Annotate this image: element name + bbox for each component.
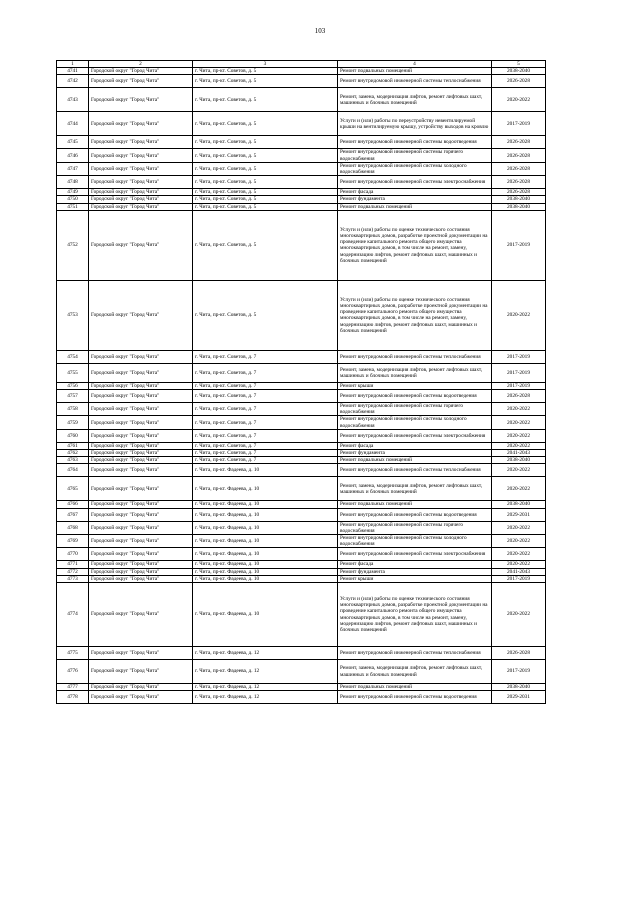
period-cell: 2020-2022: [492, 583, 546, 647]
address-cell: г. Чита, пр-кт. Советов, д. 5: [193, 280, 338, 350]
work-type-cell: Ремонт внутридомовой инженерной системы теплоснабжения: [338, 464, 492, 477]
work-type-cell: Ремонт внутридомовой инженерной системы водоотведения: [338, 390, 492, 403]
address-cell: г. Чита, пр-кт. Советов, д. 7: [193, 442, 338, 449]
period-cell: 2017-2019: [492, 363, 546, 382]
work-type-cell: Ремонт подвальных помещений: [338, 203, 492, 210]
municipality-cell: Городской округ "Город Чита": [89, 176, 193, 189]
work-type-cell: Услуги и (или) работы по оценке технического состояния многоквартирных домов, разработке проектной документации на проведение капитального ремонта общего имущества многоквартирных домов, в том числе на ремонт, замену, модернизацию лифтов, ремонт лифтовых шахт, машинных и блочных помещений: [338, 280, 492, 350]
column-header: 4: [338, 61, 492, 68]
table-row: [57, 561, 546, 568]
municipality-cell: Городской округ "Город Чита": [89, 75, 193, 88]
table-header-row: [57, 61, 546, 68]
table-row: [57, 203, 546, 210]
period-cell: 2017-2019: [492, 575, 546, 582]
period-cell: 2020-2022: [492, 280, 546, 350]
period-cell: 2026-2028: [492, 162, 546, 175]
period-cell: 2026-2028: [492, 189, 546, 196]
row-number: 4771: [57, 561, 89, 568]
municipality-cell: Городской округ "Город Чита": [89, 88, 193, 112]
table-row: [57, 548, 546, 561]
table-row: [57, 583, 546, 647]
municipality-cell: Городской округ "Город Чита": [89, 535, 193, 548]
row-number: 4743: [57, 88, 89, 112]
address-cell: г. Чита, пр-кт. Советов, д. 5: [193, 176, 338, 189]
table-row: [57, 88, 546, 112]
table-row: [57, 457, 546, 464]
period-cell: 2038-2040: [492, 684, 546, 691]
address-cell: г. Чита, пр-кт. Советов, д. 5: [193, 196, 338, 203]
work-type-cell: Ремонт внутридомовой инженерной системы горячего водоснабжения: [338, 521, 492, 534]
municipality-cell: Городской округ "Город Чита": [89, 390, 193, 403]
row-number: 4778: [57, 691, 89, 704]
municipality-cell: Городской округ "Город Чита": [89, 162, 193, 175]
period-cell: 2038-2040: [492, 501, 546, 508]
work-type-cell: Ремонт крыши: [338, 575, 492, 582]
row-number: 4776: [57, 660, 89, 684]
work-type-cell: Ремонт, замена, модернизация лифтов, ремонт лифтовых шахт, машинных и блочных помещений: [338, 88, 492, 112]
table-row: [57, 521, 546, 534]
period-cell: 2041-2043: [492, 450, 546, 457]
municipality-cell: Городской округ "Город Чита": [89, 691, 193, 704]
period-cell: 2041-2043: [492, 568, 546, 575]
period-cell: 2026-2028: [492, 647, 546, 660]
table-row: [57, 350, 546, 363]
municipality-cell: Городской округ "Город Чита": [89, 350, 193, 363]
work-type-cell: Ремонт внутридомовой инженерной системы теплоснабжения: [338, 75, 492, 88]
row-number: 4765: [57, 477, 89, 501]
work-type-cell: Ремонт подвальных помещений: [338, 501, 492, 508]
address-cell: г. Чита, пр-кт. Фадеева, д. 10: [193, 501, 338, 508]
address-cell: г. Чита, пр-кт. Фадеева, д. 12: [193, 691, 338, 704]
municipality-cell: Городской округ "Город Чита": [89, 660, 193, 684]
row-number: 4774: [57, 583, 89, 647]
address-cell: г. Чита, пр-кт. Фадеева, д. 10: [193, 477, 338, 501]
period-cell: 2017-2019: [492, 210, 546, 280]
row-number: 4768: [57, 521, 89, 534]
table-row: [57, 660, 546, 684]
row-number: 4744: [57, 112, 89, 136]
period-cell: 2038-2040: [492, 196, 546, 203]
period-cell: 2026-2028: [492, 176, 546, 189]
row-number: 4757: [57, 390, 89, 403]
municipality-cell: Городской округ "Город Чита": [89, 416, 193, 429]
table-row: [57, 196, 546, 203]
municipality-cell: Городской округ "Город Чита": [89, 501, 193, 508]
row-number: 4758: [57, 403, 89, 416]
row-number: 4747: [57, 162, 89, 175]
table-row: [57, 568, 546, 575]
table-row: [57, 176, 546, 189]
address-cell: г. Чита, пр-кт. Фадеева, д. 10: [193, 561, 338, 568]
row-number: 4761: [57, 442, 89, 449]
table-row: [57, 575, 546, 582]
work-type-cell: Ремонт внутридомовой инженерной системы холодного водоснабжения: [338, 535, 492, 548]
address-cell: г. Чита, пр-кт. Фадеева, д. 12: [193, 647, 338, 660]
work-type-cell: Ремонт внутридомовой инженерной системы электроснабжения: [338, 548, 492, 561]
work-type-cell: Ремонт фасада: [338, 442, 492, 449]
table-row: [57, 684, 546, 691]
period-cell: 2017-2019: [492, 350, 546, 363]
address-cell: г. Чита, пр-кт. Советов, д. 5: [193, 68, 338, 75]
table-row: [57, 647, 546, 660]
municipality-cell: Городской округ "Город Чита": [89, 112, 193, 136]
work-type-cell: Услуги и (или) работы по оценке технического состояния многоквартирных домов, разработке проектной документации на проведение капитального ремонта общего имущества многоквартирных домов, в том числе на ремонт, замену, модернизацию лифтов, ремонт лифтовых шахт, машинных и блочных помещений: [338, 210, 492, 280]
address-cell: г. Чита, пр-кт. Советов, д. 7: [193, 429, 338, 442]
table-row: [57, 390, 546, 403]
work-type-cell: Ремонт внутридомовой инженерной системы теплоснабжения: [338, 350, 492, 363]
row-number: 4749: [57, 189, 89, 196]
period-cell: 2038-2040: [492, 203, 546, 210]
period-cell: 2029-2031: [492, 508, 546, 521]
row-number: 4753: [57, 280, 89, 350]
municipality-cell: Городской округ "Город Чита": [89, 442, 193, 449]
municipality-cell: Городской округ "Город Чита": [89, 457, 193, 464]
row-number: 4772: [57, 568, 89, 575]
period-cell: 2020-2022: [492, 88, 546, 112]
municipality-cell: Городской округ "Город Чита": [89, 561, 193, 568]
table-row: [57, 280, 546, 350]
period-cell: 2020-2022: [492, 535, 546, 548]
table-row: [57, 112, 546, 136]
period-cell: 2020-2022: [492, 548, 546, 561]
period-cell: 2029-2031: [492, 691, 546, 704]
column-header: 1: [57, 61, 89, 68]
period-cell: 2020-2022: [492, 429, 546, 442]
period-cell: 2020-2022: [492, 403, 546, 416]
address-cell: г. Чита, пр-кт. Советов, д. 5: [193, 136, 338, 149]
row-number: 4755: [57, 363, 89, 382]
table-row: [57, 136, 546, 149]
table-row: [57, 416, 546, 429]
work-type-cell: Услуги и (или) работы по оценке технического состояния многоквартирных домов, разработке проектной документации на проведение капитального ремонта общего имущества многоквартирных домов, в том числе на ремонт, замену, модернизацию лифтов, ремонт лифтовых шахт, машинных и блочных помещений: [338, 583, 492, 647]
municipality-cell: Городской округ "Город Чита": [89, 280, 193, 350]
work-type-cell: Ремонт фундамента: [338, 196, 492, 203]
row-number: 4748: [57, 176, 89, 189]
work-type-cell: Ремонт подвальных помещений: [338, 457, 492, 464]
work-type-cell: Услуги и (или) работы по переустройству невентилируемой крыши на вентилируемую крышу, устройству выходов на кровлю: [338, 112, 492, 136]
row-number: 4762: [57, 450, 89, 457]
municipality-cell: Городской округ "Город Чита": [89, 196, 193, 203]
address-cell: г. Чита, пр-кт. Фадеева, д. 10: [193, 508, 338, 521]
address-cell: г. Чита, пр-кт. Фадеева, д. 12: [193, 660, 338, 684]
address-cell: г. Чита, пр-кт. Советов, д. 7: [193, 350, 338, 363]
table-row: [57, 382, 546, 389]
work-type-cell: Ремонт, замена, модернизация лифтов, ремонт лифтовых шахт, машинных и блочных помещений: [338, 363, 492, 382]
table-row: [57, 363, 546, 382]
period-cell: 2017-2019: [492, 112, 546, 136]
work-type-cell: Ремонт, замена, модернизация лифтов, ремонт лифтовых шахт, машинных и блочных помещений: [338, 660, 492, 684]
municipality-cell: Городской округ "Город Чита": [89, 647, 193, 660]
work-type-cell: Ремонт крыши: [338, 382, 492, 389]
table-row: [57, 149, 546, 162]
page-number: 103: [314, 27, 326, 35]
period-cell: 2020-2022: [492, 477, 546, 501]
municipality-cell: Городской округ "Город Чита": [89, 464, 193, 477]
municipality-cell: Городской округ "Город Чита": [89, 548, 193, 561]
table-row: [57, 403, 546, 416]
address-cell: г. Чита, пр-кт. Фадеева, д. 10: [193, 548, 338, 561]
address-cell: г. Чита, пр-кт. Советов, д. 5: [193, 203, 338, 210]
address-cell: г. Чита, пр-кт. Фадеева, д. 10: [193, 568, 338, 575]
row-number: 4763: [57, 457, 89, 464]
municipality-cell: Городской округ "Город Чита": [89, 583, 193, 647]
address-cell: г. Чита, пр-кт. Фадеева, д. 10: [193, 535, 338, 548]
work-type-cell: Ремонт внутридомовой инженерной системы водоотведения: [338, 136, 492, 149]
row-number: 4752: [57, 210, 89, 280]
municipality-cell: Городской округ "Город Чита": [89, 382, 193, 389]
table-row: [57, 691, 546, 704]
work-type-cell: Ремонт внутридомовой инженерной системы холодного водоснабжения: [338, 162, 492, 175]
municipality-cell: Городской округ "Город Чита": [89, 429, 193, 442]
period-cell: 2017-2019: [492, 660, 546, 684]
work-type-cell: Ремонт подвальных помещений: [338, 68, 492, 75]
row-number: 4756: [57, 382, 89, 389]
table-row: [57, 477, 546, 501]
row-number: 4746: [57, 149, 89, 162]
table-row: [57, 162, 546, 175]
work-type-cell: Ремонт фасада: [338, 189, 492, 196]
period-cell: 2026-2028: [492, 390, 546, 403]
municipality-cell: Городской округ "Город Чита": [89, 403, 193, 416]
work-type-cell: Ремонт подвальных помещений: [338, 684, 492, 691]
period-cell: 2017-2019: [492, 382, 546, 389]
row-number: 4766: [57, 501, 89, 508]
municipality-cell: Городской округ "Город Чита": [89, 450, 193, 457]
row-number: 4767: [57, 508, 89, 521]
work-type-cell: Ремонт фундамента: [338, 568, 492, 575]
address-cell: г. Чита, пр-кт. Советов, д. 7: [193, 403, 338, 416]
period-cell: 2038-2040: [492, 68, 546, 75]
address-cell: г. Чита, пр-кт. Советов, д. 5: [193, 189, 338, 196]
municipality-cell: Городской округ "Город Чита": [89, 210, 193, 280]
period-cell: 2020-2022: [492, 416, 546, 429]
address-cell: г. Чита, пр-кт. Советов, д. 7: [193, 390, 338, 403]
row-number: 4760: [57, 429, 89, 442]
table-row: [57, 450, 546, 457]
work-type-cell: Ремонт внутридомовой инженерной системы водоотведения: [338, 508, 492, 521]
row-number: 4751: [57, 203, 89, 210]
address-cell: г. Чита, пр-кт. Советов, д. 7: [193, 363, 338, 382]
row-number: 4750: [57, 196, 89, 203]
address-cell: г. Чита, пр-кт. Фадеева, д. 12: [193, 684, 338, 691]
row-number: 4754: [57, 350, 89, 363]
work-type-cell: Ремонт фундамента: [338, 450, 492, 457]
municipality-cell: Городской округ "Город Чита": [89, 521, 193, 534]
table-row: [57, 75, 546, 88]
table-row: [57, 501, 546, 508]
work-type-cell: Ремонт внутридомовой инженерной системы холодного водоснабжения: [338, 416, 492, 429]
work-type-cell: Ремонт внутридомовой инженерной системы водоотведения: [338, 691, 492, 704]
period-cell: 2020-2022: [492, 561, 546, 568]
municipality-cell: Городской округ "Город Чита": [89, 575, 193, 582]
municipality-cell: Городской округ "Город Чита": [89, 363, 193, 382]
table-row: [57, 464, 546, 477]
period-cell: 2020-2022: [492, 442, 546, 449]
table-row: [57, 210, 546, 280]
row-number: 4775: [57, 647, 89, 660]
address-cell: г. Чита, пр-кт. Советов, д. 5: [193, 162, 338, 175]
municipality-cell: Городской округ "Город Чита": [89, 189, 193, 196]
period-cell: 2020-2022: [492, 464, 546, 477]
table-row: [57, 442, 546, 449]
column-header: 2: [89, 61, 193, 68]
address-cell: г. Чита, пр-кт. Советов, д. 5: [193, 88, 338, 112]
work-type-cell: Ремонт внутридомовой инженерной системы электроснабжения: [338, 429, 492, 442]
column-header: 5: [492, 61, 546, 68]
municipality-cell: Городской округ "Город Чита": [89, 477, 193, 501]
address-cell: г. Чита, пр-кт. Советов, д. 7: [193, 450, 338, 457]
work-type-cell: Ремонт внутридомовой инженерной системы теплоснабжения: [338, 647, 492, 660]
address-cell: г. Чита, пр-кт. Фадеева, д. 10: [193, 464, 338, 477]
row-number: 4770: [57, 548, 89, 561]
address-cell: г. Чита, пр-кт. Советов, д. 5: [193, 149, 338, 162]
municipality-cell: Городской округ "Город Чита": [89, 568, 193, 575]
work-type-cell: Ремонт внутридомовой инженерной системы горячего водоснабжения: [338, 149, 492, 162]
period-cell: 2026-2028: [492, 136, 546, 149]
address-cell: г. Чита, пр-кт. Советов, д. 5: [193, 210, 338, 280]
municipality-cell: Городской округ "Город Чита": [89, 684, 193, 691]
period-cell: 2026-2028: [492, 75, 546, 88]
address-cell: г. Чита, пр-кт. Фадеева, д. 10: [193, 583, 338, 647]
table-row: [57, 189, 546, 196]
period-cell: 2020-2022: [492, 521, 546, 534]
repair-schedule-table: [56, 60, 546, 704]
row-number: 4769: [57, 535, 89, 548]
row-number: 4773: [57, 575, 89, 582]
work-type-cell: Ремонт фасада: [338, 561, 492, 568]
address-cell: г. Чита, пр-кт. Советов, д. 5: [193, 112, 338, 136]
row-number: 4742: [57, 75, 89, 88]
municipality-cell: Городской округ "Город Чита": [89, 508, 193, 521]
municipality-cell: Городской округ "Город Чита": [89, 68, 193, 75]
row-number: 4745: [57, 136, 89, 149]
row-number: 4777: [57, 684, 89, 691]
row-number: 4759: [57, 416, 89, 429]
period-cell: 2026-2028: [492, 149, 546, 162]
municipality-cell: Городской округ "Город Чита": [89, 136, 193, 149]
address-cell: г. Чита, пр-кт. Советов, д. 7: [193, 457, 338, 464]
work-type-cell: Ремонт внутридомовой инженерной системы электроснабжения: [338, 176, 492, 189]
municipality-cell: Городской округ "Город Чита": [89, 149, 193, 162]
address-cell: г. Чита, пр-кт. Советов, д. 5: [193, 75, 338, 88]
row-number: 4741: [57, 68, 89, 75]
table-row: [57, 429, 546, 442]
work-type-cell: Ремонт, замена, модернизация лифтов, ремонт лифтовых шахт, машинных и блочных помещений: [338, 477, 492, 501]
table-row: [57, 68, 546, 75]
address-cell: г. Чита, пр-кт. Фадеева, д. 10: [193, 575, 338, 582]
column-header: 3: [193, 61, 338, 68]
table-row: [57, 508, 546, 521]
address-cell: г. Чита, пр-кт. Фадеева, д. 10: [193, 521, 338, 534]
table-row: [57, 535, 546, 548]
work-type-cell: Ремонт внутридомовой инженерной системы горячего водоснабжения: [338, 403, 492, 416]
row-number: 4764: [57, 464, 89, 477]
municipality-cell: Городской округ "Город Чита": [89, 203, 193, 210]
address-cell: г. Чита, пр-кт. Советов, д. 7: [193, 416, 338, 429]
address-cell: г. Чита, пр-кт. Советов, д. 7: [193, 382, 338, 389]
period-cell: 2038-2040: [492, 457, 546, 464]
